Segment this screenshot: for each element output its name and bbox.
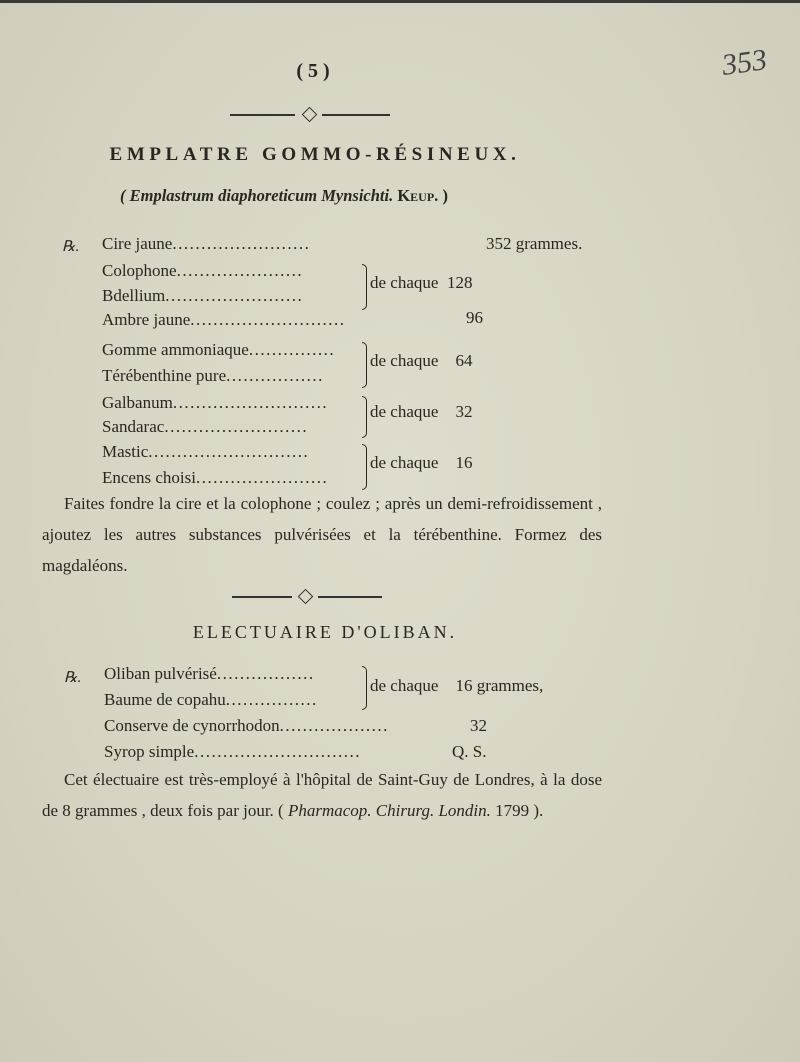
- ingredient-row: Sandarac.........................: [102, 417, 309, 436]
- ingredient-quantity: 32: [470, 716, 487, 735]
- ingredient-quantity: 96: [466, 308, 483, 327]
- ingredient-row: Ambre jaune...........................: [102, 310, 346, 329]
- section-title-emplatre: EMPLATRE GOMMO-RÉSINEUX.: [109, 144, 521, 165]
- brace: [362, 444, 367, 490]
- brace: [362, 264, 367, 310]
- ingredient-row: Térébenthine pure.................: [102, 366, 324, 385]
- ingredient-quantity: 352 grammes.: [486, 234, 583, 253]
- section-subtitle-emplatre: ( Emplastrum diaphoreticum Mynsichti. Keup. ): [120, 186, 448, 205]
- preparation-instructions: Faites fondre la cire et la colophone ; coulez ; après un demi-refroidissement , ajoutez les autres substances pulvérisées et la térébenthine. Formez des magdaléons.: [42, 494, 602, 575]
- ingredient-row: Cire jaune........................: [102, 234, 311, 253]
- handwritten-folio: 353: [719, 43, 770, 82]
- group-label: de chaque 64: [370, 351, 473, 370]
- group-label: de chaque 16: [370, 453, 473, 472]
- ingredient-row: Gomme ammoniaque...............: [102, 340, 336, 359]
- ingredient-quantity: Q. S.: [452, 742, 487, 761]
- ingredient-row: Conserve de cynorrhodon...................: [104, 716, 389, 735]
- brace: [362, 396, 367, 438]
- ingredient-row: Oliban pulvérisé.................: [104, 664, 315, 683]
- ingredient-row: Baume de copahu................: [104, 690, 318, 709]
- diamond-icon: [302, 107, 318, 123]
- diamond-icon: [298, 589, 314, 605]
- brace: [362, 666, 367, 710]
- ingredient-row: Encens choisi.......................: [102, 468, 329, 487]
- brace: [362, 342, 367, 388]
- ingredient-row: Syrop simple.............................: [104, 742, 361, 761]
- ornament-divider-1: [230, 108, 390, 122]
- group-label: de chaque 16 grammes,: [370, 676, 544, 695]
- ingredient-row: Mastic............................: [102, 442, 310, 461]
- usage-note: Cet électuaire est très-employé à l'hôpital de Saint-Guy de Londres, à la dose de 8 grammes , deux fois par jour. ( Pharmacop. Chirurg. Londin. 1799 ).: [42, 770, 602, 820]
- section-title-electuaire: ELECTUAIRE D'OLIBAN.: [192, 622, 458, 642]
- ingredient-row: Bdellium........................: [102, 286, 304, 305]
- group-label: de chaque 128: [370, 273, 473, 292]
- ingredient-row: Galbanum...........................: [102, 393, 329, 412]
- page-edge: [0, 0, 800, 3]
- ingredient-row: Colophone......................: [102, 261, 304, 280]
- page-number: ( 5 ): [296, 60, 330, 82]
- recipe-symbol: ℞.: [64, 670, 82, 686]
- recipe-symbol: ℞.: [62, 239, 80, 255]
- group-label: de chaque 32: [370, 402, 473, 421]
- ornament-divider-2: [232, 590, 382, 604]
